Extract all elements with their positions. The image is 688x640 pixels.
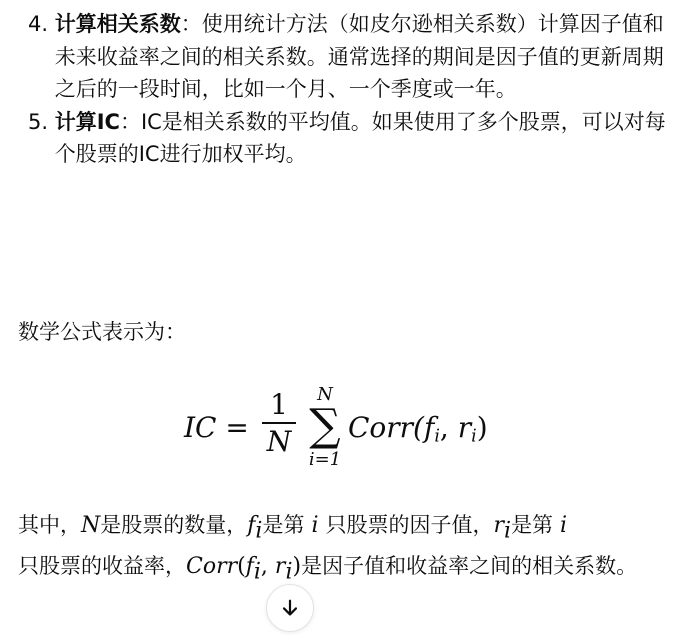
sum-upper-limit: N xyxy=(317,384,333,405)
sigma-symbol: ∑ xyxy=(309,400,341,451)
fraction-bar xyxy=(262,422,296,424)
formula-arg1: f xyxy=(423,411,435,444)
formula-denominator: N xyxy=(266,424,292,458)
list-item-body xyxy=(55,106,668,171)
math-paren-close: ) xyxy=(292,553,302,579)
math-f: f xyxy=(245,553,254,579)
list-item xyxy=(28,106,668,171)
list-item-text: ：IC是相关系数的平均值。如果使用了多个股票，可以对每个股票的IC进行加权平均。 xyxy=(54,109,666,166)
explanation-text: 只股票的因子值， xyxy=(325,513,494,537)
list-item-text: ：使用统计方法（如皮尔逊相关系数）计算因子值和未来收益率之间的相关系数。通常选择的期间是因子值的更新周期之后的一段时间，比如一个月、一个季度或一年。 xyxy=(54,12,664,101)
explanation-text: 是股票的数量， xyxy=(100,513,248,537)
math-r: r xyxy=(493,513,505,538)
formula-rhs xyxy=(348,411,488,446)
formula-arg2: r xyxy=(457,411,472,444)
list-item-number: 5. xyxy=(28,109,55,134)
explanation-text: 只股票的收益率， xyxy=(18,553,186,578)
math-comma: , xyxy=(260,553,275,579)
math-f-sub: i xyxy=(253,559,261,584)
math-r-sub: i xyxy=(504,518,512,544)
formula-intro-text: 数学公式表示为： xyxy=(18,320,186,344)
explanation-text: 是因子值和收益率之间的相关系数。 xyxy=(301,553,638,578)
formula-explanation xyxy=(18,508,668,589)
math-i: i xyxy=(553,513,568,538)
math-r: r xyxy=(274,553,286,579)
math-f: f xyxy=(247,513,256,538)
math-paren-open: ( xyxy=(237,553,246,579)
list-item-heading: 计算相关系数 xyxy=(54,12,181,36)
list-item-number: 4. xyxy=(28,12,55,36)
formula-summation xyxy=(300,384,350,474)
formula-comma: , xyxy=(439,411,458,444)
math-f-sub: i xyxy=(255,518,263,544)
arrow-down-icon xyxy=(279,597,301,619)
explanation-text: 是第 xyxy=(262,513,305,537)
formula-lhs: IC = xyxy=(184,411,258,444)
math-i: i xyxy=(304,513,326,538)
list-item xyxy=(28,8,668,106)
math-corr: Corr xyxy=(186,553,238,579)
sum-lower-limit: i=1 xyxy=(308,449,342,470)
list-item-heading: 计算IC xyxy=(54,109,120,134)
formula-fraction xyxy=(262,390,296,458)
formula-numerator: 1 xyxy=(270,388,288,421)
scroll-to-bottom-button[interactable] xyxy=(266,584,314,632)
math-r-sub: i xyxy=(285,559,293,584)
numbered-list xyxy=(28,8,668,171)
math-n: N xyxy=(81,513,101,538)
list-item-body xyxy=(55,8,668,106)
explanation-text: 其中， xyxy=(18,513,81,537)
formula-func: Corr( xyxy=(348,411,424,444)
formula-arg2-sub: i xyxy=(471,426,477,447)
formula-arg1-sub: i xyxy=(434,426,440,447)
formula-close: ) xyxy=(476,411,488,444)
explanation-text: 是第 xyxy=(511,513,554,537)
